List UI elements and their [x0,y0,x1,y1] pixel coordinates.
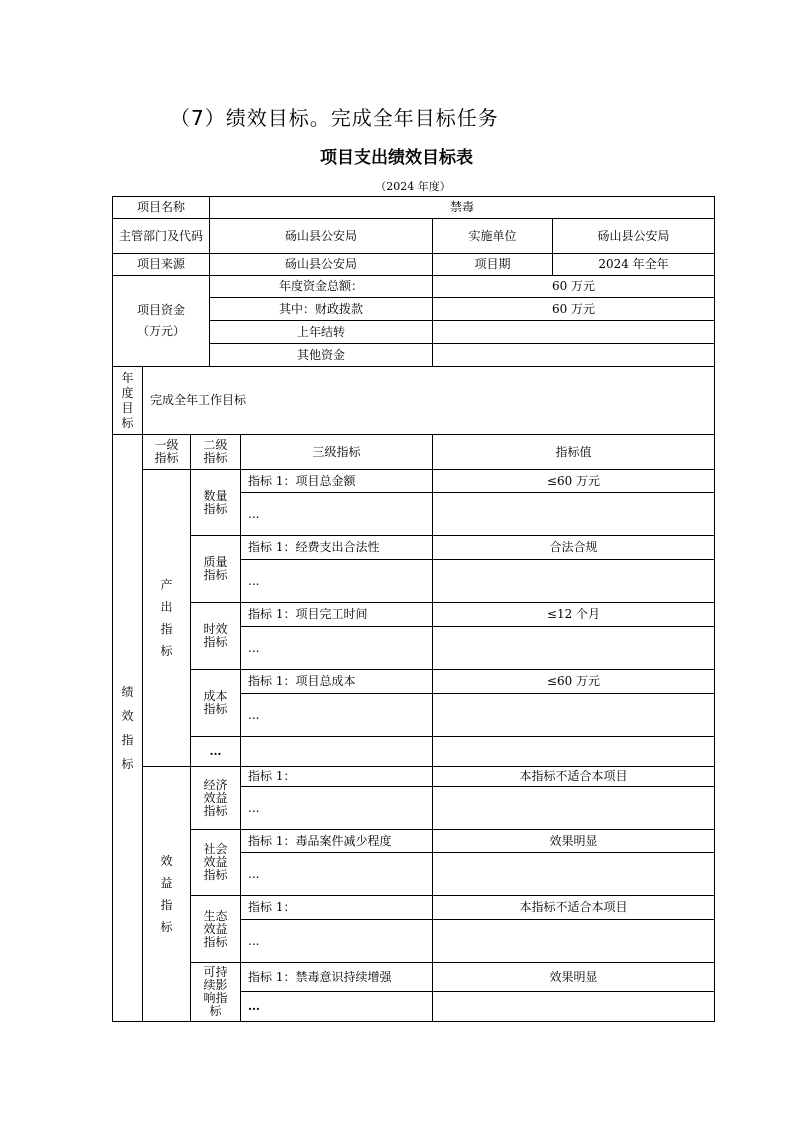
benefit-indicators-label: 效益指标 [142,766,191,1022]
funds-fiscal-value: 60 万元 [432,297,715,321]
project-name-value: 禁毒 [209,196,715,219]
dept-value: 砀山县公安局 [209,218,433,254]
quantity-indicator-value: ≤60 万元 [432,469,715,493]
funds-carryover-label: 上年结转 [209,320,433,344]
quality-more: ... [240,559,433,603]
timeliness-indicator-label: 时效指标 [190,602,241,670]
quality-indicator-value: 合法合规 [432,535,715,560]
output-more-name [240,736,433,767]
ecological-indicator-label: 生态效益指标 [190,895,241,963]
funds-fiscal-label: 其中：财政拨款 [209,297,433,321]
header-level2: 二级指标 [190,434,241,470]
timeliness-indicator-name: 指标 1：项目完工时间 [240,602,433,627]
sustainable-more-value [432,991,715,1022]
source-value: 砀山县公安局 [209,253,433,276]
indicators-label: 绩效指标 [112,434,143,1022]
header-level1: 一级指标 [142,434,191,470]
social-indicator-name: 指标 1：毒品案件减少程度 [240,829,433,853]
year-note: （2024 年度） [375,180,451,193]
funds-other-value [432,343,715,367]
social-indicator-value: 效果明显 [432,829,715,853]
funds-carryover-value [432,320,715,344]
ecological-indicator-value: 本指标不适合本项目 [432,895,715,920]
sustainable-indicator-value: 效果明显 [432,962,715,992]
header-level3: 三级指标 [240,434,433,470]
cost-indicator-label: 成本指标 [190,669,241,737]
output-indicators-label: 产出指标 [142,469,191,767]
section-heading: （7）绩效目标。完成全年目标任务 [170,106,499,130]
impl-value: 砀山县公安局 [552,218,715,254]
quality-indicator-name: 指标 1：经费支出合法性 [240,535,433,560]
funds-total-label: 年度资金总额： [209,275,433,298]
timeliness-indicator-value: ≤12 个月 [432,602,715,627]
dept-label: 主管部门及代码 [112,218,210,254]
economic-more-value [432,786,715,830]
output-more-category: … [190,736,241,767]
quantity-more-value [432,492,715,536]
ecological-more: ... [240,919,433,963]
quantity-indicator-label: 数量指标 [190,469,241,536]
timeliness-more-value [432,626,715,670]
social-indicator-label: 社会效益指标 [190,829,241,896]
cost-indicator-value: ≤60 万元 [432,669,715,694]
cost-more-value [432,693,715,737]
economic-indicator-name: 指标 1： [240,766,433,787]
funds-unit: （万元） [136,324,185,338]
quantity-indicator-name: 指标 1：项目总金额 [240,469,433,493]
timeliness-more: ... [240,626,433,670]
ecological-indicator-name: 指标 1： [240,895,433,920]
source-label: 项目来源 [112,253,210,276]
ecological-more-value [432,919,715,963]
table-title: 项目支出绩效目标表 [320,148,473,168]
quality-more-value [432,559,715,603]
social-more: ... [240,852,433,896]
economic-indicator-label: 经济效益指标 [190,766,241,830]
annual-goal-label: 年度目标 [112,366,143,435]
economic-indicator-value: 本指标不适合本项目 [432,766,715,787]
economic-more: ... [240,786,433,830]
output-more-value [432,736,715,767]
cost-more: ... [240,693,433,737]
funds-label-text: 项目资金 [136,303,185,317]
period-value: 2024 年全年 [552,253,715,276]
impl-label: 实施单位 [432,218,553,254]
social-more-value [432,852,715,896]
funds-label [112,275,210,367]
sustainable-more: … [240,991,433,1022]
cost-indicator-name: 指标 1：项目总成本 [240,669,433,694]
funds-total-value: 60 万元 [432,275,715,298]
project-name-label: 项目名称 [112,196,210,219]
quantity-more: ... [240,492,433,536]
annual-goal-text: 完成全年工作目标 [142,366,715,435]
period-label: 项目期 [432,253,553,276]
funds-other-label: 其他资金 [209,343,433,367]
sustainable-indicator-name: 指标 1：禁毒意识持续增强 [240,962,433,992]
quality-indicator-label: 质量指标 [190,535,241,603]
header-value: 指标值 [432,434,715,470]
sustainable-indicator-label: 可持续影响指标 [190,962,241,1022]
